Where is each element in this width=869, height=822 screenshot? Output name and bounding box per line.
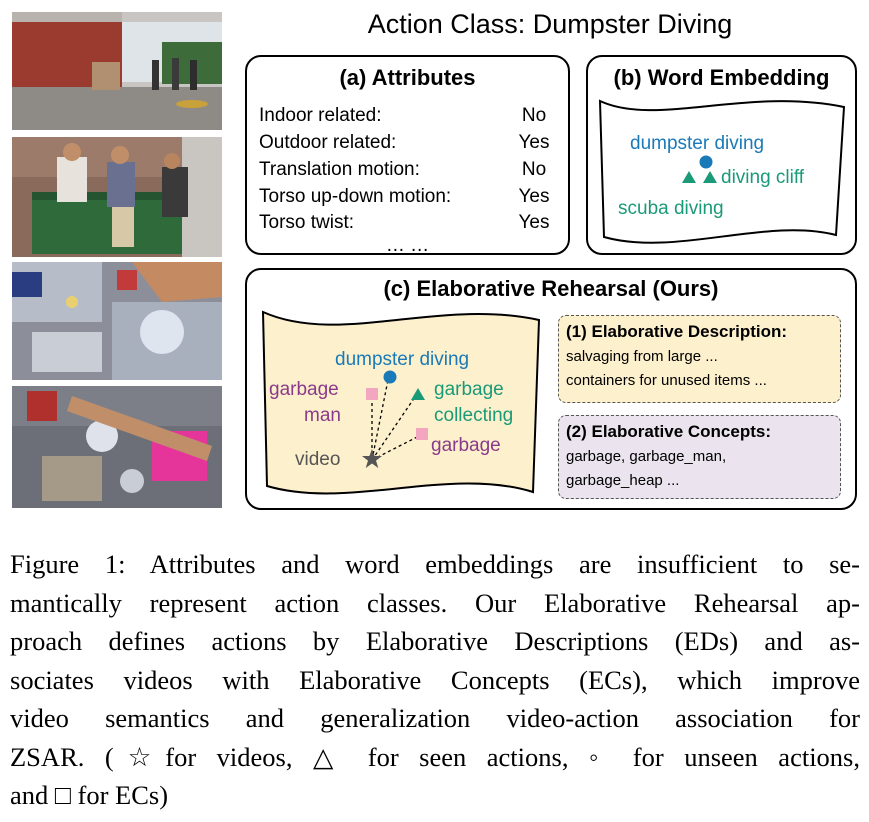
attribute-row	[259, 132, 554, 156]
garbage-man-label-line2: man	[304, 405, 341, 426]
attribute-value: No	[521, 159, 547, 180]
dumpster-diving-label: dumpster diving	[335, 349, 470, 370]
attribute-value: Yes	[518, 212, 550, 233]
elaborative-description-line: salvaging from large ...	[566, 348, 718, 365]
figure-title: Action Class: Dumpster Diving	[367, 9, 733, 39]
garbage-collecting-label: garbage	[434, 379, 504, 400]
unseen-action-circle-icon	[382, 369, 398, 385]
attribute-key: Torso twist:	[259, 212, 355, 233]
parking-lot-photo	[12, 12, 222, 130]
elaborative-description-line: containers for unused items ...	[566, 372, 767, 389]
elaborative-concepts-box	[558, 415, 841, 499]
seen-action-triangle-icon	[702, 170, 718, 184]
seen-action-triangle-icon	[410, 387, 426, 401]
attribute-row	[259, 212, 554, 236]
elaborative-concepts-title: (2) Elaborative Concepts:	[566, 422, 771, 441]
caption-line: mantically represent action classes. Our Elaborative Rehearsal ap-	[10, 587, 860, 618]
elaborative-concepts-line: garbage, garbage_man,	[566, 448, 727, 465]
caption-line: ZSAR. (☆for videos, △ for seen actions, ◦ for unseen actions,	[10, 741, 860, 772]
hand-in-trash-photo	[12, 386, 222, 508]
trash-bags-photo	[12, 262, 222, 380]
garbage-label: garbage	[431, 435, 501, 456]
dumpster-diving-label: dumpster diving	[630, 133, 765, 154]
caption-line: sociates videos with Elaborative Concepts (ECs), which improve	[10, 664, 860, 695]
elaborative-description-box	[558, 315, 841, 403]
elaborative-concepts-line: garbage_heap ...	[566, 472, 680, 489]
attribute-row	[259, 159, 554, 183]
unseen-action-circle-icon	[698, 154, 714, 170]
caption-line: proach defines actions by Elaborative Descriptions (EDs) and as-	[10, 626, 860, 656]
concept-square-icon	[365, 387, 379, 401]
elaborative-rehearsal-title: (c) Elaborative Rehearsal (Ours)	[383, 276, 719, 301]
video-label: video	[295, 449, 341, 470]
word-embedding-panel	[586, 55, 857, 255]
attribute-value: Yes	[518, 186, 550, 207]
attribute-value: No	[521, 105, 547, 126]
figure-caption	[10, 545, 860, 815]
attribute-key: Torso up-down motion:	[259, 186, 452, 207]
attributes-panel	[245, 55, 570, 255]
attributes-ellipsis: … …	[385, 235, 430, 256]
seen-action-triangle-icon	[681, 170, 697, 184]
caption-line: and □ for ECs)	[10, 780, 169, 810]
attribute-value: Yes	[518, 132, 550, 153]
word-embedding-title: (b) Word Embedding	[613, 65, 830, 90]
attributes-title: (a) Attributes	[339, 65, 476, 90]
attribute-row	[259, 186, 554, 210]
attribute-key: Indoor related:	[259, 105, 382, 126]
attribute-key: Translation motion:	[259, 159, 420, 180]
attribute-key: Outdoor related:	[259, 132, 397, 153]
video-star-icon	[361, 448, 383, 470]
garbage-collecting-label-line2: collecting	[434, 405, 514, 426]
attribute-row	[259, 105, 554, 129]
concept-square-icon	[415, 427, 429, 441]
elaborative-rehearsal-panel	[245, 268, 857, 510]
diving-cliff-label: diving cliff	[721, 167, 805, 188]
garbage-man-label: garbage	[269, 379, 339, 400]
scuba-diving-label: scuba diving	[618, 198, 724, 219]
elaborative-description-title: (1) Elaborative Description:	[566, 322, 788, 341]
dumpster-photo	[12, 137, 222, 257]
caption-line: video semantics and generalization video-action association for	[10, 703, 860, 733]
caption-line: Figure 1: Attributes and word embeddings are insufficient to se-	[10, 549, 860, 579]
